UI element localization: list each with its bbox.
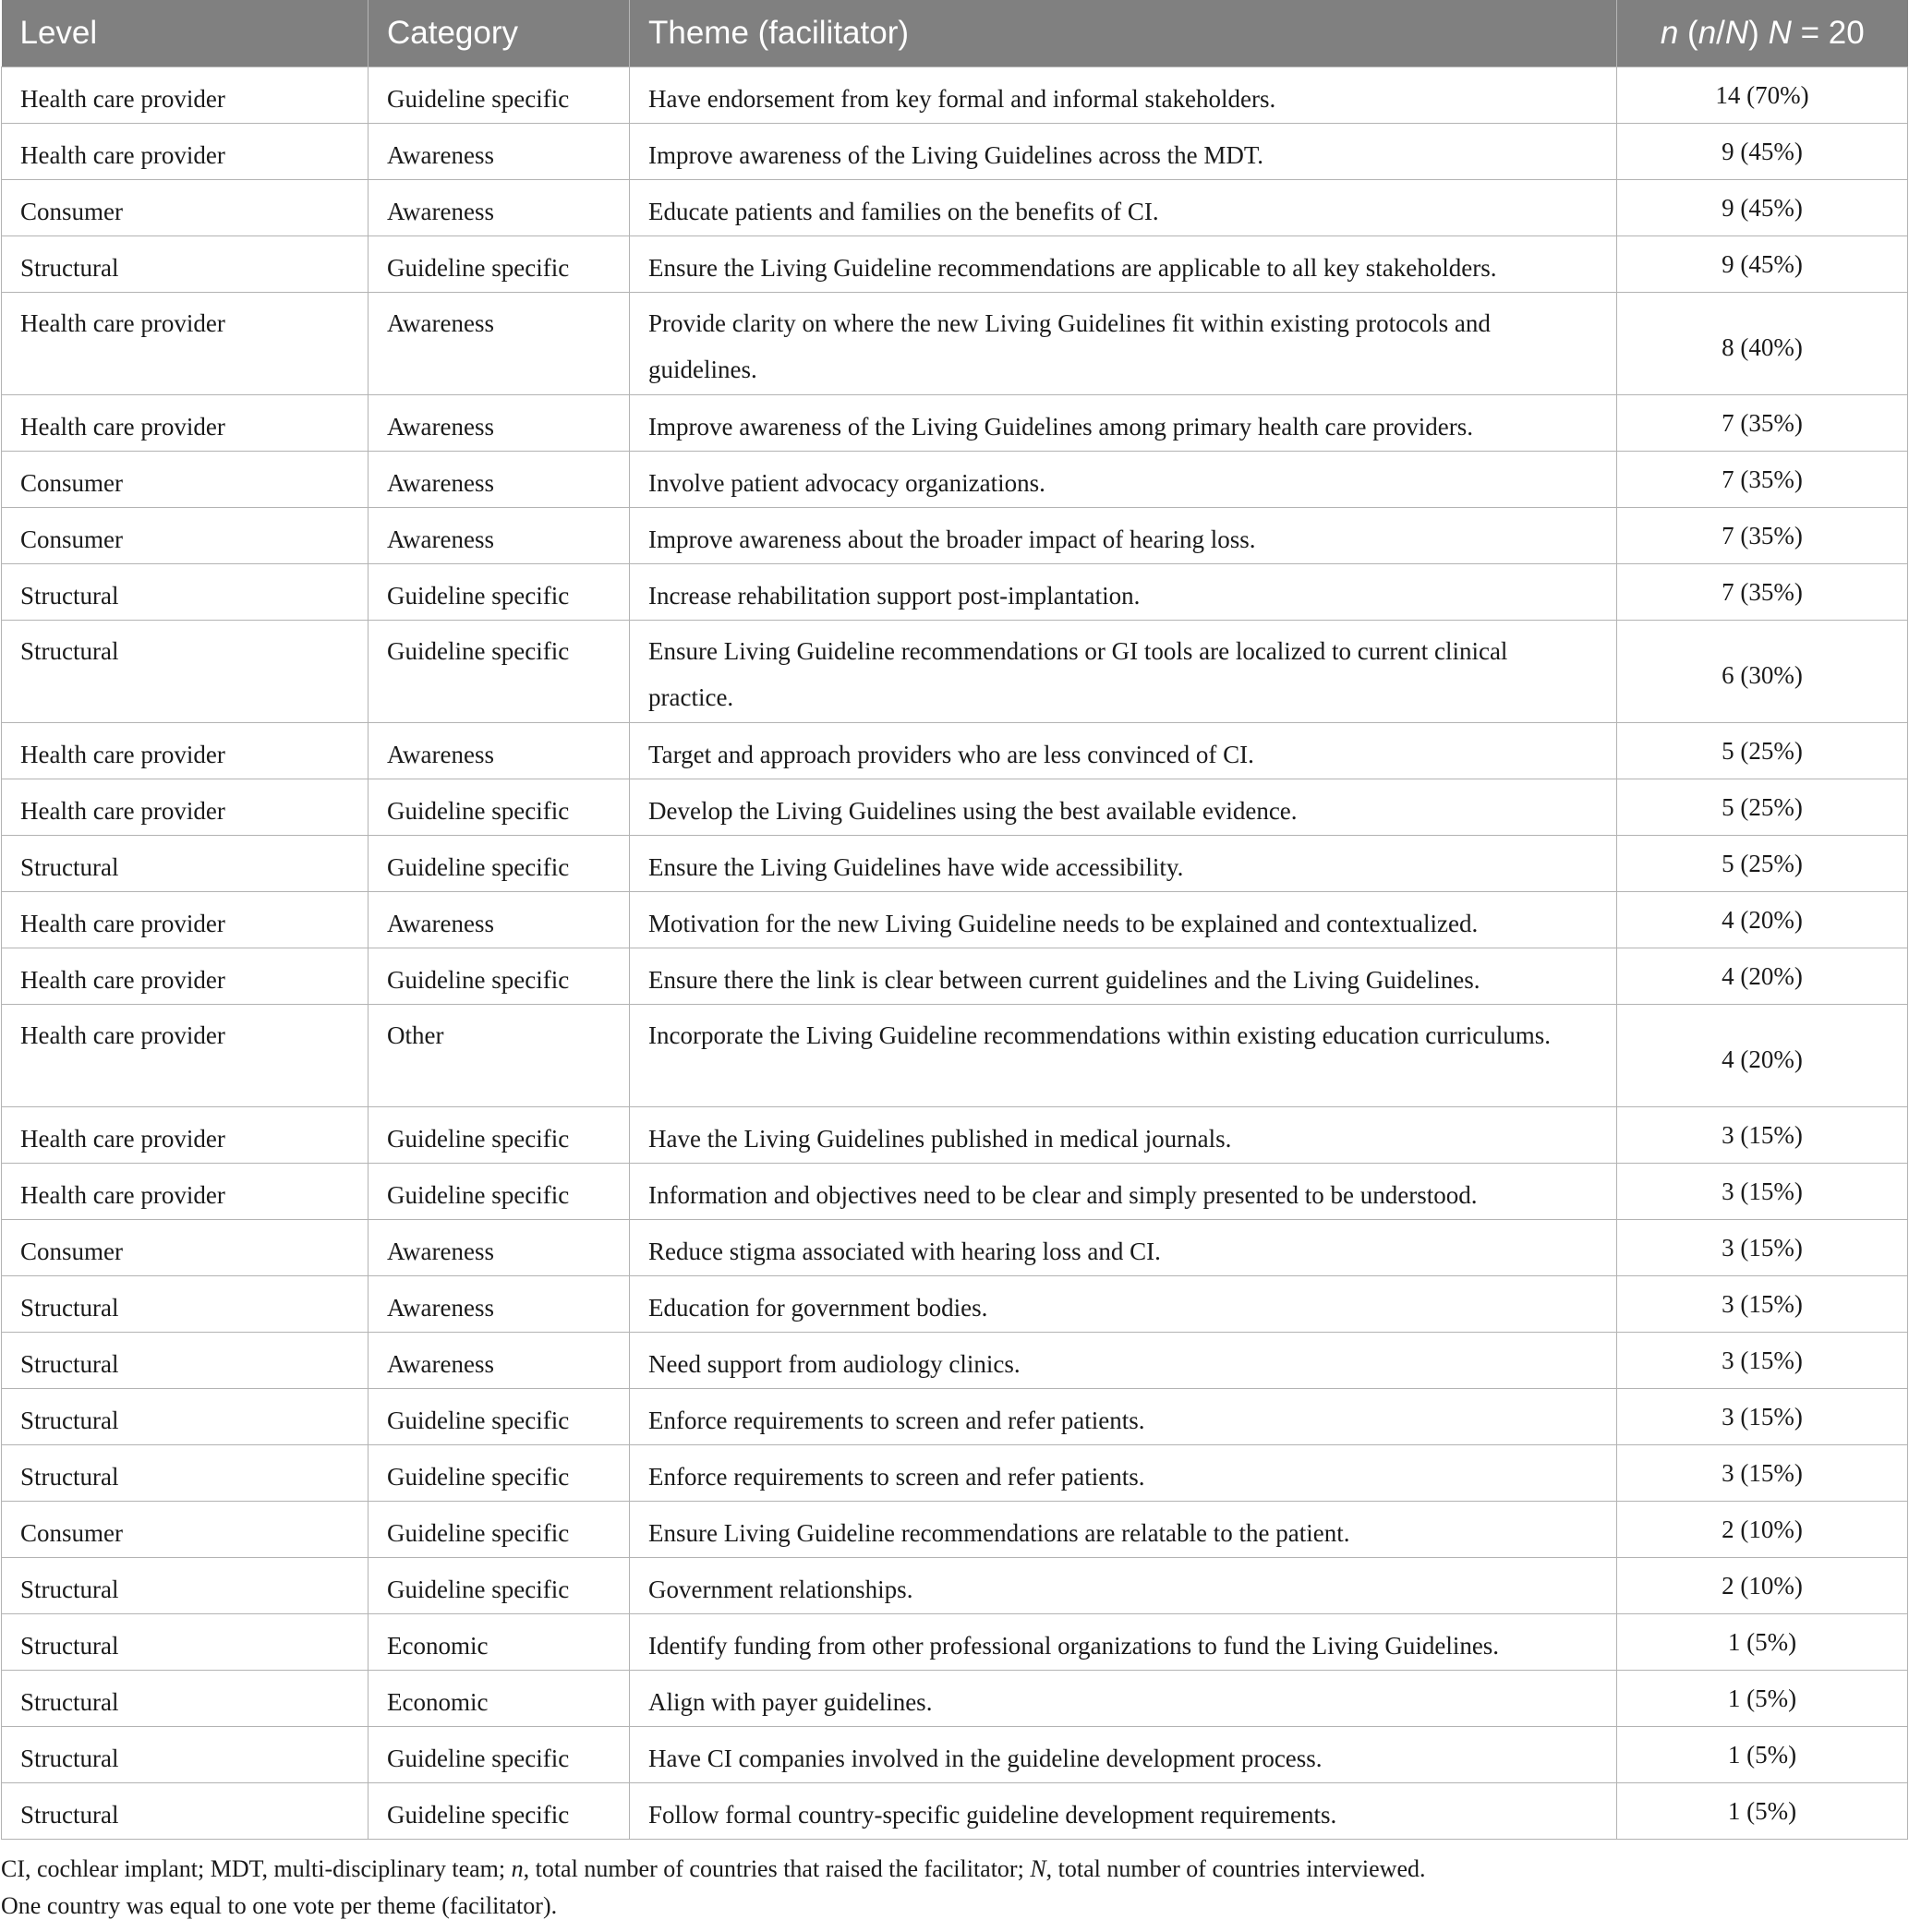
- cell-category: Guideline specific: [369, 564, 630, 621]
- cell-theme: Reduce stigma associated with hearing loss and CI.: [630, 1220, 1617, 1276]
- cell-theme: Identify funding from other professional organizations to fund the Living Guidelines.: [630, 1614, 1617, 1671]
- cell-count: 1 (5%): [1617, 1671, 1908, 1727]
- cell-theme: Provide clarity on where the new Living Guidelines fit within existing protocols and guidelines.: [630, 293, 1617, 395]
- cell-category: Guideline specific: [369, 836, 630, 892]
- cell-theme: Have endorsement from key formal and informal stakeholders.: [630, 67, 1617, 124]
- table-row: [2, 1671, 1908, 1727]
- cell-category: Economic: [369, 1614, 630, 1671]
- cell-theme: Enforce requirements to screen and refer patients.: [630, 1445, 1617, 1502]
- cell-category: Guideline specific: [369, 67, 630, 124]
- cell-category: Guideline specific: [369, 1445, 630, 1502]
- cell-count: 14 (70%): [1617, 67, 1908, 124]
- cell-theme: Improve awareness of the Living Guidelines across the MDT.: [630, 124, 1617, 180]
- table-row: [2, 1005, 1908, 1107]
- cell-level: Structural: [2, 1389, 369, 1445]
- cell-level: Health care provider: [2, 1164, 369, 1220]
- cell-level: Health care provider: [2, 124, 369, 180]
- cell-theme: Have the Living Guidelines published in medical journals.: [630, 1107, 1617, 1164]
- cell-level: Consumer: [2, 452, 369, 508]
- cell-theme: Incorporate the Living Guideline recommendations within existing education curriculums.: [630, 1005, 1617, 1107]
- cell-theme: Ensure Living Guideline recommendations or GI tools are localized to current clinical practice.: [630, 621, 1617, 723]
- cell-category: Guideline specific: [369, 1164, 630, 1220]
- cell-category: Other: [369, 1005, 630, 1107]
- cell-category: Awareness: [369, 124, 630, 180]
- cell-category: Awareness: [369, 452, 630, 508]
- cell-count: 7 (35%): [1617, 395, 1908, 452]
- table-row: [2, 892, 1908, 948]
- cell-level: Structural: [2, 1333, 369, 1389]
- cell-theme: Have CI companies involved in the guideline development process.: [630, 1727, 1617, 1783]
- cell-category: Awareness: [369, 180, 630, 236]
- cell-count: 7 (35%): [1617, 564, 1908, 621]
- cell-level: Health care provider: [2, 1107, 369, 1164]
- cell-theme: Ensure the Living Guidelines have wide accessibility.: [630, 836, 1617, 892]
- table-footnotes: [1, 1851, 1426, 1925]
- cell-category: Guideline specific: [369, 1783, 630, 1840]
- cell-theme: Ensure the Living Guideline recommendations are applicable to all key stakeholders.: [630, 236, 1617, 293]
- table-row: [2, 67, 1908, 124]
- cell-count: 3 (15%): [1617, 1220, 1908, 1276]
- footnote-abbreviations: CI, cochlear implant; MDT, multi-disciplinary team; n, total number of countries that raised the facilitator; N, total number of countries interviewed.: [1, 1855, 1426, 1882]
- cell-level: Consumer: [2, 1502, 369, 1558]
- cell-theme: Increase rehabilitation support post-implantation.: [630, 564, 1617, 621]
- cell-count: 5 (25%): [1617, 723, 1908, 779]
- cell-level: Consumer: [2, 1220, 369, 1276]
- table-row: [2, 1727, 1908, 1783]
- table-header: [2, 0, 1908, 67]
- cell-count: 9 (45%): [1617, 180, 1908, 236]
- cell-count: 3 (15%): [1617, 1107, 1908, 1164]
- cell-category: Guideline specific: [369, 1107, 630, 1164]
- table-row: [2, 836, 1908, 892]
- cell-theme: Develop the Living Guidelines using the best available evidence.: [630, 779, 1617, 836]
- cell-theme: Motivation for the new Living Guideline needs to be explained and contextualized.: [630, 892, 1617, 948]
- facilitator-table: [1, 0, 1908, 1840]
- table-row: [2, 1333, 1908, 1389]
- cell-count: 1 (5%): [1617, 1783, 1908, 1840]
- cell-level: Health care provider: [2, 723, 369, 779]
- table-row: [2, 1445, 1908, 1502]
- table-row: [2, 124, 1908, 180]
- table-row: [2, 564, 1908, 621]
- cell-level: Structural: [2, 836, 369, 892]
- table-row: [2, 395, 1908, 452]
- table-row: [2, 1107, 1908, 1164]
- header-category: Category: [369, 0, 630, 67]
- cell-count: 4 (20%): [1617, 948, 1908, 1005]
- cell-level: Structural: [2, 1671, 369, 1727]
- cell-theme: Involve patient advocacy organizations.: [630, 452, 1617, 508]
- header-count: n (n/N) N = 20: [1617, 0, 1908, 67]
- table-body: [2, 67, 1908, 1840]
- footnote-voting: One country was equal to one vote per theme (facilitator).: [1, 1892, 558, 1919]
- cell-level: Structural: [2, 1727, 369, 1783]
- cell-category: Guideline specific: [369, 236, 630, 293]
- cell-count: 1 (5%): [1617, 1614, 1908, 1671]
- cell-theme: Improve awareness of the Living Guidelines among primary health care providers.: [630, 395, 1617, 452]
- header-row: [2, 0, 1908, 67]
- cell-level: Structural: [2, 1276, 369, 1333]
- cell-count: 7 (35%): [1617, 452, 1908, 508]
- table-row: [2, 236, 1908, 293]
- table-row: [2, 723, 1908, 779]
- table-row: [2, 1783, 1908, 1840]
- table-row: [2, 1614, 1908, 1671]
- table-row: [2, 1276, 1908, 1333]
- table-row: [2, 948, 1908, 1005]
- cell-level: Health care provider: [2, 67, 369, 124]
- cell-level: Health care provider: [2, 293, 369, 395]
- cell-category: Guideline specific: [369, 1558, 630, 1614]
- cell-category: Awareness: [369, 1333, 630, 1389]
- cell-level: Health care provider: [2, 1005, 369, 1107]
- header-theme: Theme (facilitator): [630, 0, 1617, 67]
- cell-count: 3 (15%): [1617, 1389, 1908, 1445]
- table-row: [2, 1558, 1908, 1614]
- cell-theme: Need support from audiology clinics.: [630, 1333, 1617, 1389]
- cell-theme: Follow formal country-specific guideline development requirements.: [630, 1783, 1617, 1840]
- cell-count: 7 (35%): [1617, 508, 1908, 564]
- cell-level: Health care provider: [2, 779, 369, 836]
- cell-level: Consumer: [2, 508, 369, 564]
- cell-count: 9 (45%): [1617, 236, 1908, 293]
- cell-category: Economic: [369, 1671, 630, 1727]
- cell-level: Health care provider: [2, 948, 369, 1005]
- cell-level: Structural: [2, 236, 369, 293]
- cell-level: Structural: [2, 1445, 369, 1502]
- cell-level: Structural: [2, 1558, 369, 1614]
- cell-count: 6 (30%): [1617, 621, 1908, 723]
- cell-category: Guideline specific: [369, 779, 630, 836]
- cell-theme: Ensure there the link is clear between current guidelines and the Living Guidelines.: [630, 948, 1617, 1005]
- cell-count: 5 (25%): [1617, 779, 1908, 836]
- cell-count: 9 (45%): [1617, 124, 1908, 180]
- table-row: [2, 1220, 1908, 1276]
- cell-count: 2 (10%): [1617, 1558, 1908, 1614]
- cell-category: Awareness: [369, 395, 630, 452]
- cell-count: 3 (15%): [1617, 1333, 1908, 1389]
- header-level: Level: [2, 0, 369, 67]
- cell-theme: Target and approach providers who are less convinced of CI.: [630, 723, 1617, 779]
- cell-level: Health care provider: [2, 395, 369, 452]
- table-row: [2, 452, 1908, 508]
- cell-count: 1 (5%): [1617, 1727, 1908, 1783]
- cell-category: Guideline specific: [369, 1389, 630, 1445]
- cell-count: 5 (25%): [1617, 836, 1908, 892]
- cell-theme: Education for government bodies.: [630, 1276, 1617, 1333]
- cell-level: Structural: [2, 1614, 369, 1671]
- cell-count: 4 (20%): [1617, 892, 1908, 948]
- cell-category: Guideline specific: [369, 1727, 630, 1783]
- table-row: [2, 1389, 1908, 1445]
- cell-category: Guideline specific: [369, 1502, 630, 1558]
- cell-theme: Enforce requirements to screen and refer patients.: [630, 1389, 1617, 1445]
- cell-level: Health care provider: [2, 892, 369, 948]
- cell-theme: Ensure Living Guideline recommendations are relatable to the patient.: [630, 1502, 1617, 1558]
- cell-count: 8 (40%): [1617, 293, 1908, 395]
- cell-level: Consumer: [2, 180, 369, 236]
- cell-category: Awareness: [369, 723, 630, 779]
- cell-theme: Information and objectives need to be clear and simply presented to be understood.: [630, 1164, 1617, 1220]
- cell-level: Structural: [2, 1783, 369, 1840]
- table-row: [2, 1502, 1908, 1558]
- table-row: [2, 508, 1908, 564]
- table-row: [2, 293, 1908, 395]
- cell-level: Structural: [2, 564, 369, 621]
- cell-count: 3 (15%): [1617, 1445, 1908, 1502]
- cell-theme: Improve awareness about the broader impact of hearing loss.: [630, 508, 1617, 564]
- cell-theme: Government relationships.: [630, 1558, 1617, 1614]
- cell-count: 4 (20%): [1617, 1005, 1908, 1107]
- cell-theme: Educate patients and families on the benefits of CI.: [630, 180, 1617, 236]
- table-row: [2, 1164, 1908, 1220]
- cell-count: 3 (15%): [1617, 1164, 1908, 1220]
- cell-category: Awareness: [369, 293, 630, 395]
- cell-category: Guideline specific: [369, 948, 630, 1005]
- cell-category: Awareness: [369, 508, 630, 564]
- cell-theme: Align with payer guidelines.: [630, 1671, 1617, 1727]
- cell-level: Structural: [2, 621, 369, 723]
- cell-category: Awareness: [369, 1220, 630, 1276]
- table-row: [2, 621, 1908, 723]
- table-row: [2, 779, 1908, 836]
- cell-category: Awareness: [369, 892, 630, 948]
- cell-category: Awareness: [369, 1276, 630, 1333]
- table-row: [2, 180, 1908, 236]
- cell-category: Guideline specific: [369, 621, 630, 723]
- cell-count: 3 (15%): [1617, 1276, 1908, 1333]
- cell-count: 2 (10%): [1617, 1502, 1908, 1558]
